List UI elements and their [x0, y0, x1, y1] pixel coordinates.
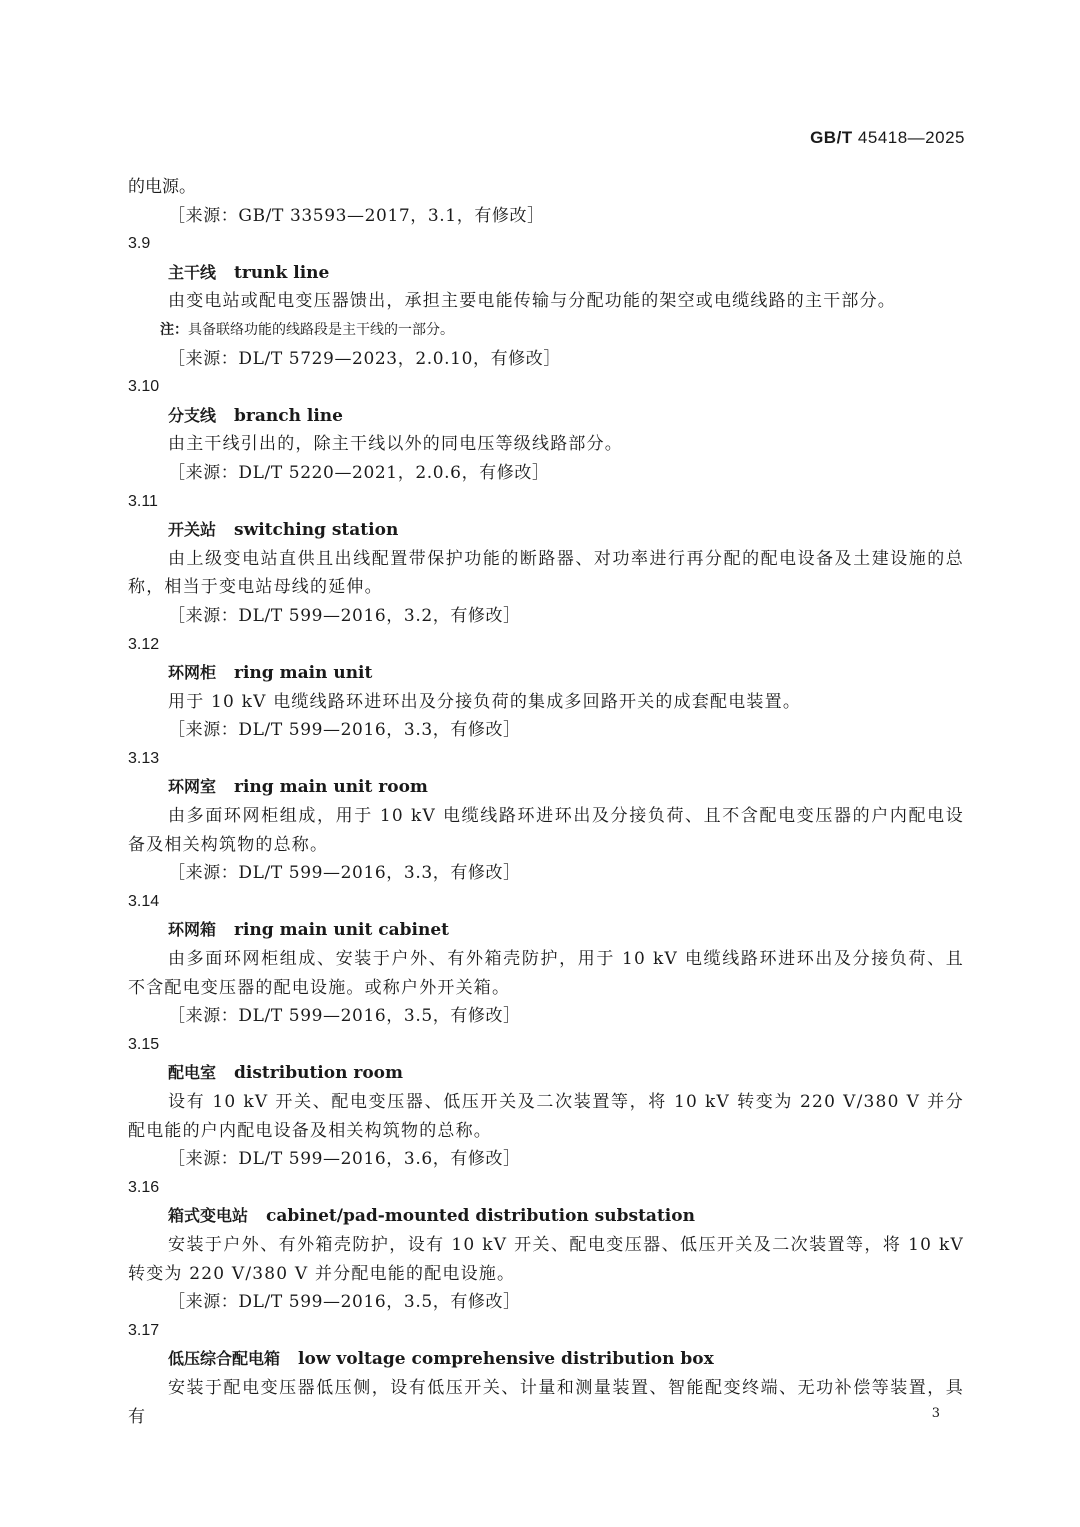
term-chinese: 分支线	[168, 405, 217, 425]
source-reference: ［来源：GB/T 33593—2017，3.1，有修改］	[168, 205, 545, 226]
standard-code-number: 45418—2025	[857, 128, 965, 147]
standard-code	[810, 128, 965, 148]
term-heading	[128, 259, 964, 288]
term-entry-3-16	[128, 1174, 964, 1317]
clause-number: 3.13	[128, 749, 160, 767]
term-english: distribution room	[234, 1063, 403, 1084]
term-heading	[128, 659, 964, 688]
term-entry-3-12	[128, 631, 964, 745]
term-english: ring main unit room	[234, 777, 428, 798]
source-reference: ［来源：DL/T 599—2016，3.5，有修改］	[168, 1292, 521, 1313]
source-reference: ［来源：DL/T 599—2016，3.3，有修改］	[168, 863, 521, 884]
clause-number: 3.9	[128, 235, 151, 253]
source-reference: ［来源：DL/T 599—2016，3.3，有修改］	[168, 720, 521, 741]
term-english: cabinet/pad-mounted distribution substation	[266, 1206, 695, 1227]
term-definition: 由主干线引出的，除主干线以外的同电压等级线路部分。	[168, 434, 623, 455]
clause-number: 3.16	[128, 1178, 160, 1196]
term-entry-3-11	[128, 488, 964, 631]
term-chinese: 主干线	[168, 262, 217, 282]
clause-number: 3.14	[128, 892, 160, 910]
term-english: branch line	[234, 405, 343, 426]
term-note	[128, 316, 964, 345]
clause-number: 3.15	[128, 1035, 160, 1053]
term-chinese: 环网箱	[168, 920, 217, 940]
source-reference: ［来源：DL/T 5729—2023，2.0.10，有修改］	[168, 348, 561, 369]
term-definition: 设有 10 kV 开关、配电变压器、低压开关及二次装置等，将 10 kV 转变为 220 V/380 V 并分配电能的户内配电设备及相关构筑物的总称。	[128, 1092, 964, 1141]
term-definition: 由多面环网柜组成，用于 10 kV 电缆线路环进环出及分接负荷、且不含配电变压器的户内配电设备及相关构筑物的总称。	[128, 806, 964, 855]
clause-number: 3.11	[128, 492, 158, 510]
source-reference: ［来源：DL/T 599—2016，3.5，有修改］	[168, 1006, 521, 1027]
term-chinese: 配电室	[168, 1063, 217, 1083]
clause-number: 3.12	[128, 635, 160, 653]
term-heading	[128, 1345, 964, 1374]
note-label: 注：	[160, 321, 188, 338]
term-chinese: 环网室	[168, 777, 217, 797]
clause-number: 3.17	[128, 1321, 160, 1339]
term-english: ring main unit cabinet	[234, 920, 450, 941]
term-chinese: 开关站	[168, 520, 217, 540]
term-entry-3-13	[128, 745, 964, 888]
term-heading	[128, 1059, 964, 1088]
term-entry-3-10	[128, 373, 964, 487]
term-english: ring main unit	[234, 663, 373, 684]
term-chinese: 环网柜	[168, 663, 217, 683]
term-definition: 安装于户外、有外箱壳防护，设有 10 kV 开关、配电变压器、低压开关及二次装置等，将 10 kV 转变为 220 V/380 V 并分配电能的配电设施。	[128, 1234, 964, 1284]
document-body	[128, 173, 964, 1431]
term-definition: 安装于配电变压器低压侧，设有低压开关、计量和测量装置、智能配变终端、无功补偿等装置，具有	[128, 1377, 964, 1427]
term-english: low voltage comprehensive distribution box	[298, 1349, 714, 1370]
term-entry-3-9	[128, 230, 964, 373]
continuation-text: 的电源。	[128, 177, 196, 197]
term-heading	[128, 916, 964, 945]
note-text: 具备联络功能的线路段是主干线的一部分。	[188, 321, 454, 338]
term-heading	[128, 773, 964, 802]
term-heading	[128, 402, 964, 431]
term-definition: 用于 10 kV 电缆线路环进环出及分接负荷的集成多回路开关的成套配电装置。	[168, 691, 802, 712]
term-heading	[128, 516, 964, 545]
page-number: 3	[931, 1406, 940, 1421]
term-definition: 由变电站或配电变压器馈出，承担主要电能传输与分配功能的架空或电缆线路的主干部分。	[168, 291, 896, 312]
term-definition: 由多面环网柜组成、安装于户外、有外箱壳防护，用于 10 kV 电缆线路环进环出及分接负荷、且不含配电变压器的配电设施。或称户外开关箱。	[128, 949, 964, 998]
clause-number: 3.10	[128, 378, 160, 396]
term-english: switching station	[234, 520, 399, 541]
term-entry-3-15	[128, 1031, 964, 1174]
term-english: trunk line	[234, 262, 330, 283]
source-reference: ［来源：DL/T 599—2016，3.6，有修改］	[168, 1149, 521, 1170]
term-chinese: 低压综合配电箱	[168, 1349, 281, 1369]
term-heading	[128, 1202, 964, 1231]
standard-code-prefix: GB/T	[810, 128, 853, 147]
term-entry-3-14	[128, 888, 964, 1031]
source-reference: ［来源：DL/T 599—2016，3.2，有修改］	[168, 605, 521, 626]
term-entry-3-17	[128, 1317, 964, 1431]
source-reference: ［来源：DL/T 5220—2021，2.0.6，有修改］	[168, 462, 550, 483]
term-chinese: 箱式变电站	[168, 1206, 249, 1226]
term-definition: 由上级变电站直供且出线配置带保护功能的断路器、对功率进行再分配的配电设备及土建设施的总称，相当于变电站母线的延伸。	[128, 548, 964, 598]
